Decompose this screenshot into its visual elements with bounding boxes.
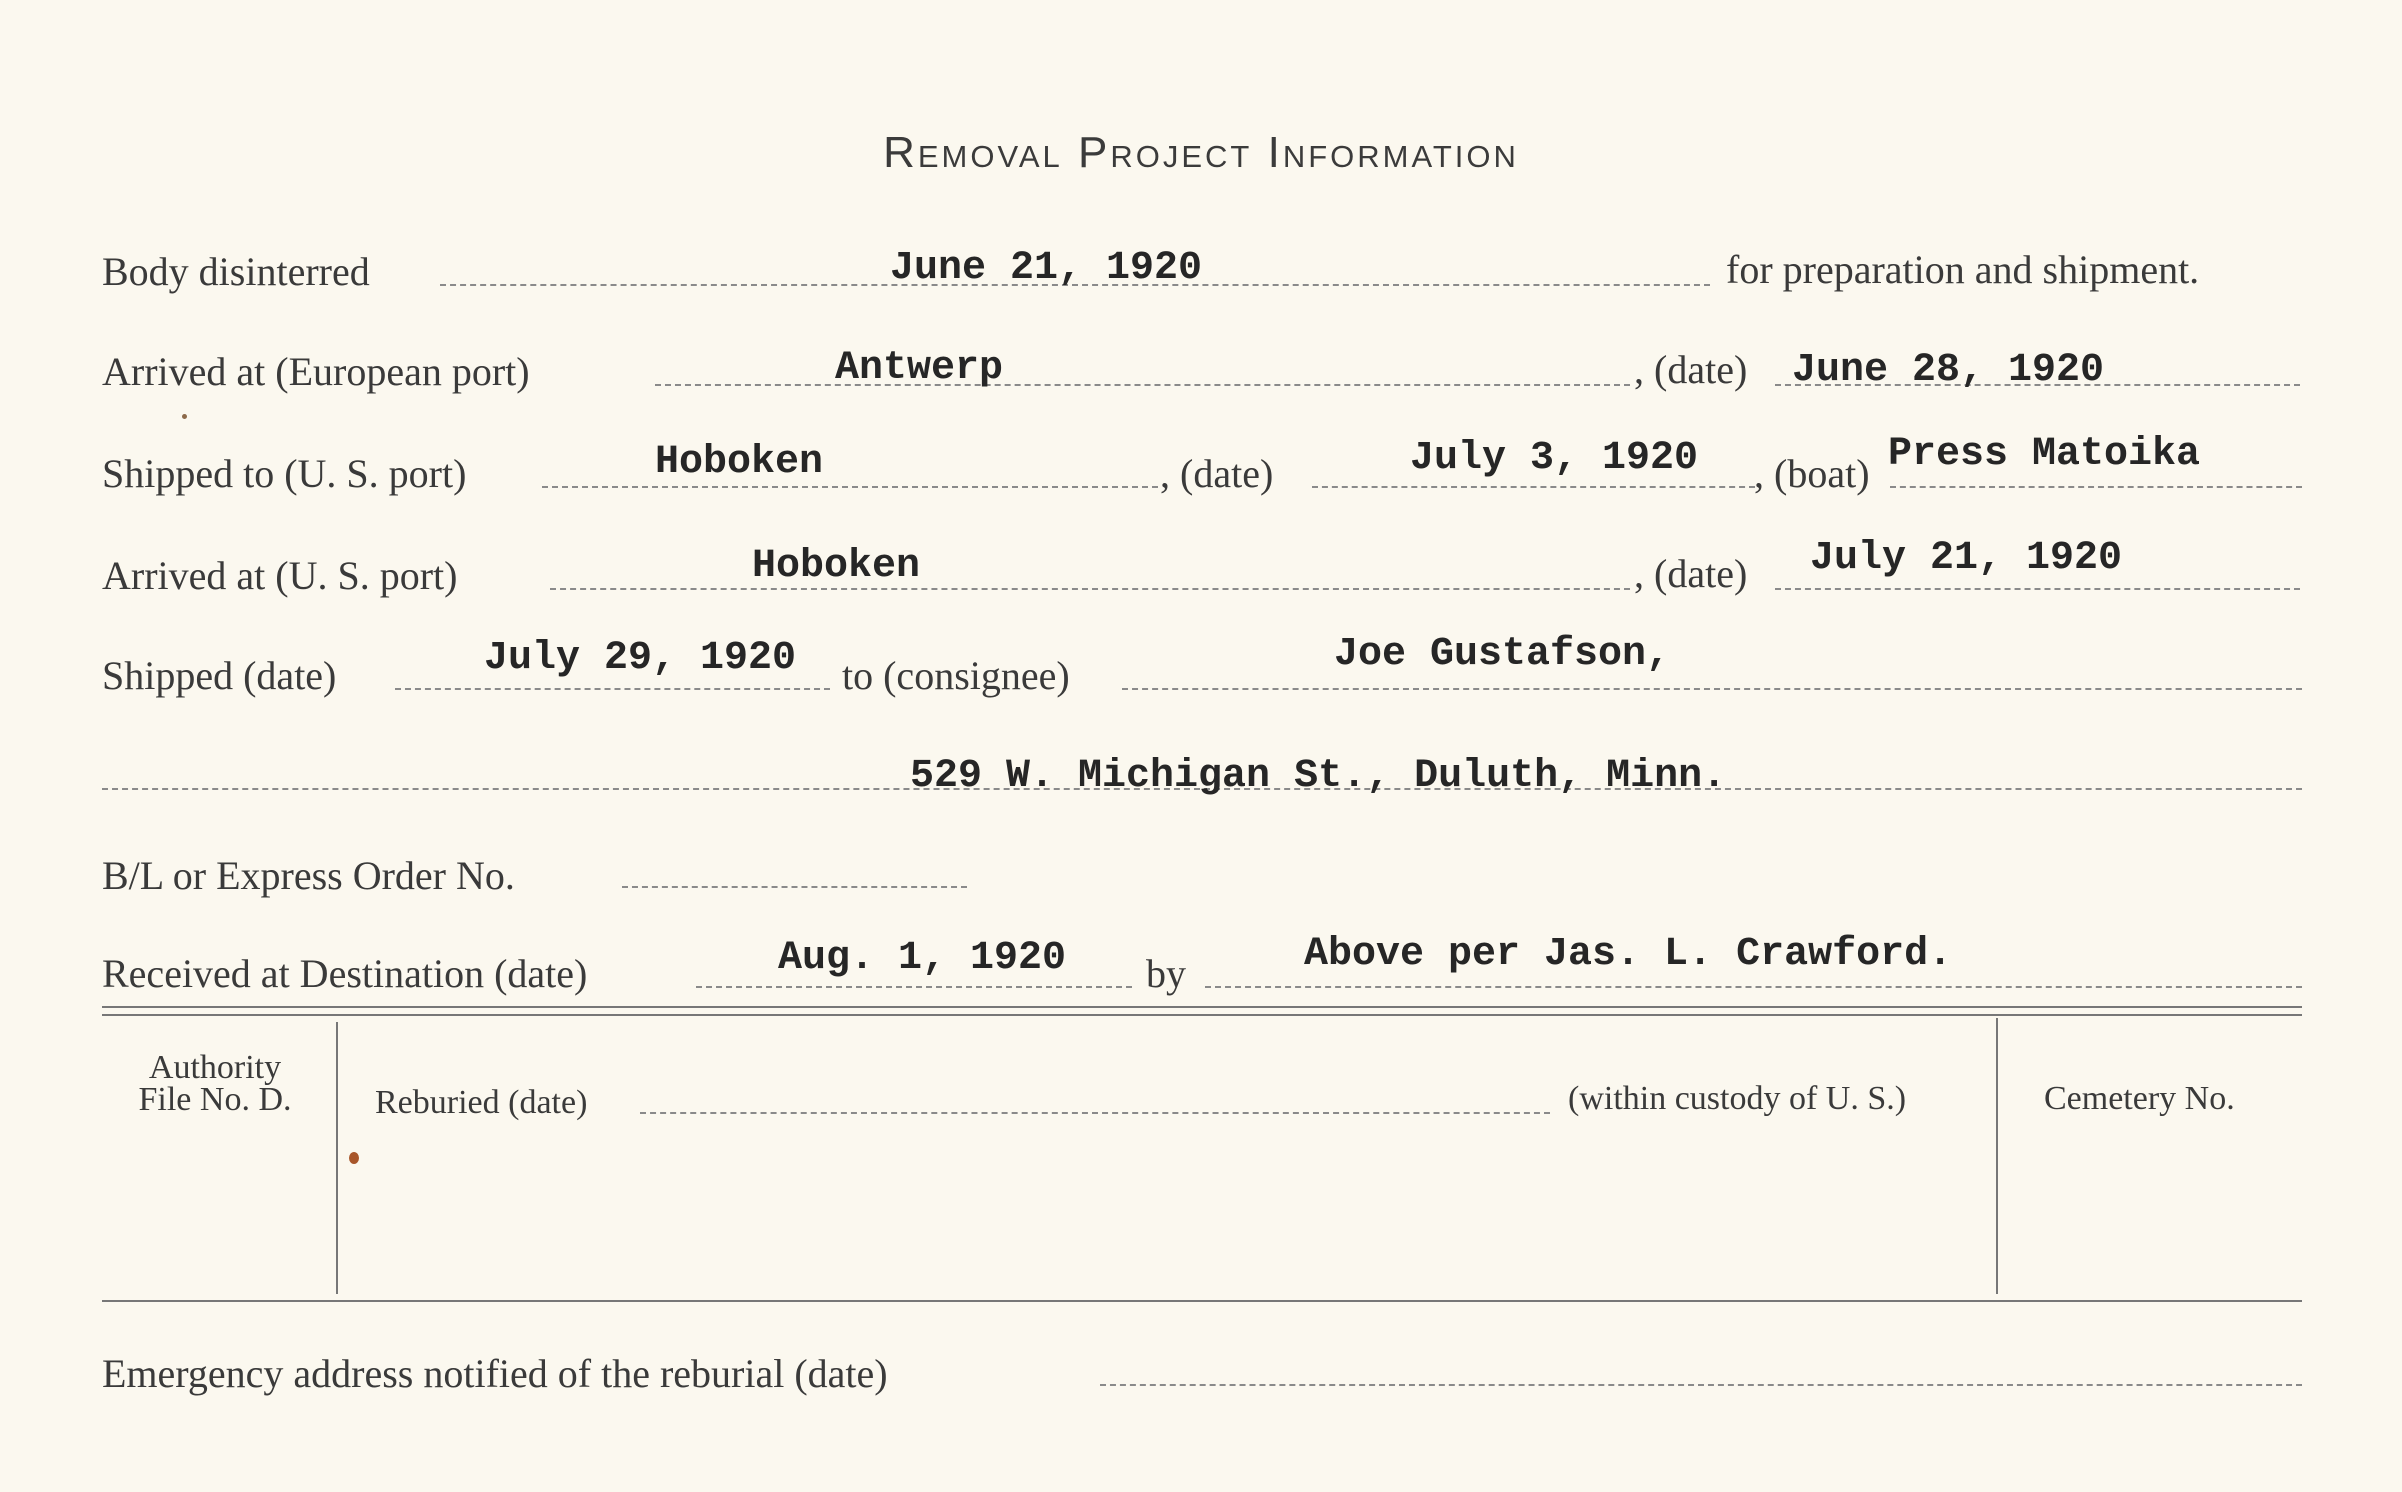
received-by-value: Above per Jas. L. Crawford. (1304, 932, 1953, 977)
euro-port-date-label: , (date) (1634, 347, 1748, 392)
boat-line (1890, 486, 2302, 488)
stain-mark (349, 1152, 359, 1164)
disinterred-date: June 21, 1920 (890, 246, 1203, 291)
shipped-us-label: Shipped to (U. S. port) (102, 451, 467, 496)
box-divider-left (336, 1022, 338, 1294)
emergency-label: Emergency address notified of the reburial (date) (102, 1351, 888, 1396)
stain-mark (182, 414, 187, 419)
arrived-us-label: Arrived at (U. S. port) (102, 553, 458, 598)
shipped-date-line (395, 688, 830, 690)
received-date-line (696, 986, 1132, 988)
euro-port-date-value: June 28, 1920 (1792, 348, 2105, 393)
box-bottom-rule (102, 1300, 2302, 1302)
received-by-line (1205, 986, 2302, 988)
consignee-address: 529 W. Michigan St., Duluth, Minn. (910, 754, 1727, 799)
disinterred-label: Body disinterred (102, 249, 370, 294)
reburied-label: Reburied (date) (375, 1084, 588, 1121)
shipped-date-label: Shipped (date) (102, 653, 337, 698)
boat-label: , (boat) (1754, 451, 1870, 496)
shipped-us-date-value: July 3, 1920 (1410, 436, 1699, 481)
euro-port-line (655, 384, 1630, 386)
shipped-us-date-line (1312, 486, 1755, 488)
emergency-line (1100, 1384, 2302, 1386)
euro-port-value: Antwerp (835, 346, 1004, 391)
shipped-us-date-label: , (date) (1160, 451, 1274, 496)
consignee-value: Joe Gustafson, (1334, 632, 1671, 677)
custody-label: (within custody of U. S.) (1568, 1080, 1907, 1117)
received-date-value: Aug. 1, 1920 (778, 936, 1067, 981)
bl-label: B/L or Express Order No. (102, 853, 515, 898)
euro-port-label: Arrived at (European port) (102, 349, 530, 394)
shipped-date-value: July 29, 1920 (484, 636, 797, 681)
card-title: Removal Project Information (883, 128, 1519, 177)
bl-line (622, 886, 967, 888)
reburied-line (640, 1112, 1550, 1114)
shipped-us-value: Hoboken (655, 440, 824, 485)
arrived-us-date-line (1775, 588, 2300, 590)
consignee-label: to (consignee) (842, 653, 1070, 698)
boat-value: Press Matoika (1888, 432, 2201, 477)
disinterred-suffix: for preparation and shipment. (1726, 247, 2200, 292)
arrived-us-date-value: July 21, 1920 (1810, 536, 2123, 581)
box-divider-right (1996, 1018, 1998, 1294)
arrived-us-date-label: , (date) (1634, 551, 1748, 596)
consignee-line (1122, 688, 2302, 690)
cemetery-label: Cemetery No. (2044, 1080, 2235, 1117)
arrived-us-line (550, 588, 1630, 590)
received-label: Received at Destination (date) (102, 951, 588, 996)
arrived-us-value: Hoboken (752, 544, 921, 589)
box-top-rule-2 (102, 1014, 2302, 1016)
box-top-rule-1 (102, 1006, 2302, 1008)
authority-file-label: Authority File No. D. (138, 1049, 292, 1118)
received-by-label: by (1146, 951, 1186, 996)
shipped-us-line (542, 486, 1158, 488)
